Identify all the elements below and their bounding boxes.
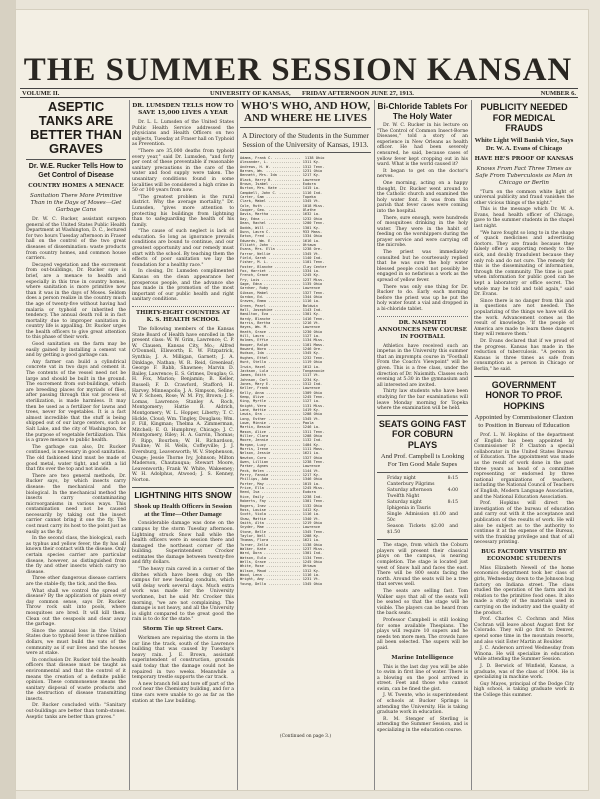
page-shadow-edge [0, 0, 16, 799]
schedule-row: Canterbury Pilgrims [387, 482, 435, 488]
section-rule [132, 487, 234, 488]
coburn-headline: SEATS GOING FAST FOR COBURN PLAYS [378, 418, 467, 450]
column-rule [471, 100, 472, 790]
headline-rule [26, 159, 126, 160]
masthead-title: THE SUMMER SESSION KANSAN [23, 52, 573, 88]
article-paragraph: Professor Campbell is still looking for some available Thespians. The plays will require 10 supers and he needs ten more men. The crowds have all been selected. The supers will be paid. [377, 617, 468, 651]
bichloride-headline: Bi-Chloride Tablets For The Holy Water [377, 102, 468, 121]
article-paragraph: Miss Elizabeth Newell of the home economics department took her class of girls, Wednesday, down to the Johnson bug factory on Indiana street. The class studied the operation of the farm and its relation to the primitive food ones. It also made a study of the materials used in carrying on the industry and the quality of the product. [474, 565, 574, 616]
dateline-strip [20, 88, 578, 98]
issue-date: FRIDAY AFTERNOON JUNE 27, 1913. [302, 90, 414, 97]
article-paragraph: Thirty law students who have been studying for the bar examinations will leave Monday morning for Topeka where the examination will be held. [377, 389, 468, 412]
naismith-subhead: DR. NAISMITH ANNOUNCES NEW COURSE IN FOOTBALL [378, 319, 467, 340]
lumsden-headline: DR. LUMSDEN TELLS HOW TO SAVE 15,000 LIVES A YEAR [132, 103, 234, 116]
article-paragraph: In conclusion Dr. Rucker told the health officers that disease must be taught as environmental and that the control of it means the creation of a definite public opinion. These commonsense means the sanitary disposal of waste products and the destruction of disease transmitting insects. [26, 657, 126, 702]
article-paragraph: There are two general methods, Dr. Rucker says, by which insects carry disease: the mechanical and the biological. In the mechanical method the insects carry contaminating microorganisms in various ways. This contamination need not be caused necessarily by taking out the insect carrier cannot bring it one the fly. The cost must carry its host to the point just as easily as the fly. [26, 473, 126, 535]
university-label: UNIVERSITY OF KANSAS, [210, 90, 291, 97]
directory-deck: A Directory of the Students in the Summer Session of the University of Kansas, 1913. [242, 131, 369, 149]
column-rule [374, 100, 375, 790]
schedule-row: Iphigenia in Tauris [387, 506, 431, 512]
article-paragraph: In closing, Dr. Lumsden complimented Kansas on the clean appearance her prosperous people, and the advance she has made in the promotion of the most important of our public health and right sanitary conditions. [132, 269, 234, 303]
publicity-headline: PUBLICITY NEEDED FOR MEDICAL FRAUDS [480, 102, 568, 133]
article-paragraph: Considerable damage was done on the campus by the storm Tuesday afternoon. Lightning struck Snow hall while the health officers were in session there and damaged the northeast corner of the building. Superintendent Crocker estimates the damage between twenty-five and fifty dollars. [132, 521, 234, 566]
article-paragraph: Three other dangerous disease carriers are the stable-fly, the tick, and the flea. [26, 576, 126, 587]
thirty-eight-counties-subhead: THIRTY-EIGHT COUNTIES AT K. S. HEALTH SCHOOL [135, 310, 231, 323]
article-paragraph: J. W. Twente, who is superintendent of schools at Bucker Springs is attending the University. His is taking graduate work in education. [377, 693, 468, 716]
aseptic-tanks-headline: ASEPTIC TANKS ARE BETTER THAN GRAVES [30, 100, 122, 156]
article-paragraph: Guy Mayes, principal of the Dodge City high school, is taking graduate work in the College this summer. [474, 681, 574, 698]
headline-rule [240, 127, 371, 128]
column-rule [237, 100, 238, 790]
section-rule [377, 539, 468, 540]
article-paragraph: The following members of the Kansas State Board of Health have enrolled in the present class: W. W. Grim, Lawrence; C. P. W. Clausen, Kansas City, Mo.; Alfred O'Donnell, Ellsworth; E. W. Fitzpatrick, Synthia; J. A. Milligan, Garnett; J. A. Dinklage, Nathan; W. R. Reid, Greenleaf; George F. Rabb, Shawnee; Marvin D. Bailey, Lawrence; E. S. Grimes, Douglas; G. H. Fox, Marion; Benjamin; B. Keller, Russell; F. D. Crawford, Stafford; H. Harvey, Minneapolis; J. A. Simpson, Seline; W. F. Schoen, Rose; W. M. Fry, Brown; J. S. Lomas, Lawrence; Stanley A. Roch, Montgomery; Hattie B. Aldrich, Montgomery; W. L. Hopper, Liberty; T. C. Hickle, Cloud; Wm. Tingley, Douglass; Wm. F. Fill, Kingman; Thelma A. Zimmerman, Mitchell; E. O. Humphrey, Chicago; J. C. Montgomery, Riley; H. A. Garvin, Thomas; F. Ripp, Bourbon; W. H. Richardson, Pauline; W. H. Wells, Coffeyville; J. J. Eversburg, Leavenworth; W. V. Stephenson, Osage; Jessie Thorne Ivy, Johnson; Milton Maderson, Chautauqua; Stewart Moore, Leavenworth; Frank W. White, Wakeeney; W. H. Adolphus, Atwood; J. S. Kenney, Norton. [132, 327, 234, 484]
column-1 [26, 100, 126, 790]
schedule-row: Saturday night 8:15 [387, 500, 458, 506]
article-paragraph: Dr. Rucker concluded with: "Sanitary out-buildings are better than tomb-stones. Aseptic tanks are better than graves." [26, 703, 126, 720]
article-paragraph: "The cause of such neglect is lack of education. So long as ignorance prevails conditions are bound to continue, and our greatest opportunity and our remedy must start with the school. By teaching them the effects of poor sanitation we lay the foundation for a healthy race." [132, 229, 234, 268]
sanitation-subdeck: Sanitation There More Primitive Than in the Days of Moses—Get Garbage Cans [29, 193, 123, 213]
article-paragraph: Since there is no danger from this and in questions are not needed. The popularizing of the things we have will do the work. Advancement comes as the result of knowledge. 'If the people of America are made to learn these dangers they will remove them.' [474, 298, 574, 338]
schedule-row: Saturday afternoon 4:00 [387, 488, 458, 494]
publicity-deck: White Light Will Banish Vice, Says Dr. W. A. Evans of Chicago [474, 136, 574, 152]
column-4 [377, 100, 468, 790]
hopkins-deck: Appointed by Commissioner Claxton to Position in Bureau of Education [474, 414, 574, 429]
section-rule [377, 472, 468, 473]
continued-note: (Continued on page 3.) [279, 734, 332, 739]
article-paragraph: Any farmer can build a cylindrical concrete vat in two days and cement it. The contents of the vessel need not be large and should be built in the ground. The excrement from out-buildings, which are breeding places for myriads of flies, after passing through this vat process of sterilization, is made harmless. It may then be used as a fertilizer for lawns and trees, never for vegetables. It is a fact almost incredible that the stuff is being shipped out of our large centers, such as Salt Lake, and the city of Washington, for the purpose of vegetable fertilization. This is a grave menace to public health. [26, 359, 126, 444]
article-paragraph: Dr. W. C. Rucker in his lecture on "The Control of Common Insect-Borne Diseases," told a story of an experience in New Orleans as health officer. He had been severely censured, he said, because cases of yellow fever kept cropping out in his ward. What is the world caused it? [377, 123, 468, 168]
kansas-proof-subhead: HAVE HE'S PROOF OF KANSAS [474, 155, 574, 162]
marine-intelligence-subhead: Marine Intelligence [391, 654, 454, 661]
article-paragraph: One morning, acting on a happy thought, Dr. Rucker went around to the Catholic church and examined the holy water font. It was from this parish that fever cases were coming into the hospital. [377, 180, 468, 214]
article-paragraph: J. C. Anderson arrived Wednesday from Winona. He will specialize in education while attending the Summer Session. [474, 646, 574, 663]
article-paragraph: The garbage can also, Dr. Rucker continued, is necessary in good sanitation. The old fashioned kind must be made of good metal, water tight, and with a lid that fits over the top and not inside. [26, 444, 126, 473]
article-paragraph: Dr. W. C. Rucker, assistant surgeon general of the United States Public Health Department at Washington, D. C., lectured for two hours Tuesday afternoon in Fraser hall on the control of the two great diseases of dissemination: waste products from country homes, and common house carriers. [26, 217, 126, 262]
column-5 [474, 100, 574, 790]
column-2 [132, 100, 234, 790]
section-rule [377, 316, 468, 317]
article-paragraph: J. D. Berwick of Winfield, Kansas, a graduate, was of the class of 1904. He is specializing in machine work. [474, 663, 574, 681]
article-paragraph: This is the last day you will be able to swim in first line of water. There is a blowing on the pool arrived in street. Feet and those who cannot swim, can be fined the gist. [377, 664, 468, 692]
issue-number: NUMBER 6. [540, 90, 576, 97]
article-paragraph: The stage, from which the Coburn players will present their classical plays on the campus, is nearing completion. The stage is located just west of Snow hall and faces the east. There will be 800 seats facing the north. Around the seats will be a tree that serves well. [377, 543, 468, 588]
section-rule [377, 415, 468, 416]
article-paragraph: A new branch fell and tore off part of the roof near the Chemistry building, and for a time cars were unable to go as far as the station at the Law building. [132, 681, 234, 704]
article-paragraph: "There are 35,000 deaths from typhoid every year," said Dr. Lumsden, "and forty per cent of these preventable if reasonable sanitary precautions in the care of the water and food supply were taken. The unsanitary conditions found in some localities will be considered a high crime in 50 or 100 years from now. [132, 148, 234, 194]
lightning-deck: Shook up Health Officers in Session at the Time—Other Damage [134, 503, 232, 518]
article-paragraph: It began to get on the doctor's nerves. [377, 168, 468, 180]
article-paragraph: In the second class, the biological, such as typhus and yellow fever, the fly has all known their contact with the disease. Only certain species carrier are particular disease, however, as distinguished from the fly and other insects which carry no disease. [26, 536, 126, 575]
column-rule [129, 100, 130, 790]
article-paragraph: Good sanitation on the farm may be easily gained by installing a cement vat and by getting a good garbage can. [26, 342, 126, 359]
article-paragraph: Prof. Charles C. Cochran and Miss Cochran will leave about August first for Colorado. They will go first to Denver, spend some time in the mountain resorts, and also visit Ester Martin at Boulder. [474, 617, 574, 645]
coburn-deck: And Prof. Campbell is Looking For Ten Good Male Supes [380, 453, 465, 469]
article-paragraph: Prof. Hopkins will direct the investigation of the bureau of education and carry out with it the acceptance and publication of the results of work. He will also be subject as to the authority to continue it at the expense of the Bureau, with the franking privilege and that of all necessary printing. [474, 501, 574, 546]
article-paragraph: Workmen are repairing the storm in the car line the track, south of the Lawrence building that was caused by Tuesday's heavy rain. J. E. Brown, assistant superintendent of construction, grounds said today that the damage could not be repaired in two weeks. Meanwhile a temporary trestle supports the car track. [132, 636, 234, 681]
article-paragraph: This is the message which Dr. W. A. Evans, head health officer of Chicago, gave to the summer students in the chapel last night. [474, 207, 574, 230]
schedule-row: Single Admission $1.00 and 50c [387, 512, 458, 524]
article-paragraph: There, sure enough, were hundreds of mosquitoes drinking in the holy water. They were in the habit of feeding on the worshippers during the prayer service and were carrying off the microbe. [377, 215, 468, 249]
hopkins-headline: GOVERNMENT HONOR TO PROF. HOPKINS [485, 379, 563, 411]
article-paragraph: The priest was immediately consulted but he courteously replied that he was sure the holy water blessed people could not possibly be engaged in so nefarious a work as the spread of yellow fever. [377, 250, 468, 284]
column-3 [240, 100, 371, 790]
aseptic-tanks-deck: Dr. W.E. Rucker Tells How to Get Control of Disease [28, 163, 124, 179]
article-paragraph: There was only one thing for Dr. Rucker to do. Early each morning before the priest was up he put the holy water fount a vial and dropped in a bi-chloride tablet. [377, 284, 468, 312]
article-paragraph: "Turn on the common white light of universal publicity and fraud vanishes the other vicious things of the night." [474, 189, 574, 206]
article-paragraph: Dr. L. L. Lumsden of the United States Public Health Service addressed the physicians and Health Officers on two subjects, Tuesday at Fraser hall on Typhoid as Prevention. [132, 120, 234, 148]
article-paragraph: Dr. Evans declared that if we proud of the progress. Kansas has made in the reduction of tuberculosis. "A person in Kansas is three times as safe from consumption as a person in Chicago or Berlin," he said. [474, 338, 574, 372]
bug-factory-subhead: BUG FACTORY VISITED BY ECONOMIC STUDENTS [481, 548, 567, 562]
lightning-headline: LIGHTNING HITS SNOW [134, 489, 232, 500]
article-paragraph: Since the annual loss in the United States due to typhoid fever is three million dollars, we must build the vats of the community as if our lives and the houses were at stake. [26, 628, 126, 657]
article-paragraph: "The heavy rain caved in a corner of the ditches which have been dug on the campus for new heating conduits, which will delay work several days. Much extra work was made for the University workmen, but he said Mr. Crocker this morning, "we are not complaining. The damage is not heavy, and all the University is slight compared to the great good the rain is to do for the state." [132, 567, 234, 623]
article-paragraph: R. M. Stenger of Sterling is attending the Summer Session, and is specializing in the education course. [377, 716, 468, 734]
street-cars-subhead: Storm Tie up Street Cars. [142, 626, 224, 632]
article-paragraph: What shall we control the spread of disease? By the application of plain every day common sense, says Dr. Rucker. Throw rock salt into pools, where mosquitoes are bred. It will kill them. Clean out the cesspools and clear away the garbage. [26, 588, 126, 628]
directory-headline: WHO'S WHO, AND HOW, AND WHERE HE LIVES [240, 100, 371, 124]
article-paragraph: "We have fought so long to in the shape of quack medicines and advertising doctors. They are frauds because they falsely offer a supporting remedy to the sick, and doubly fraudulent because they only rob and do not cure. The remedy for this is the disseminating of information, through the community. The time is past when information for public good can be kept a laboratory or office secret. The whole may be told and told again," said Dr. Evans. [474, 230, 574, 298]
headline-rule [240, 152, 371, 153]
country-homes-subhead: COUNTRY HOMES A MENACE [28, 183, 124, 189]
volume-label: VOLUME II. [22, 90, 60, 97]
schedule-row: Friday night 8:15 [387, 476, 458, 482]
tuberculosis-subdeck: Knows From Fact Three Times as Safe From Tuberculosis as Man in Chicago or Berlin [475, 165, 573, 186]
article-paragraph: Decayed vegetation and the excrement from out-buildings, Dr. Rucker says is brief, are a menace to health and especially in this true in country homes, where sanitation is more primitive now than it was in the days of Moses. Seldom does a person realize in the country much the age of twenty-five without having had malaria or typhoid or inherited the tendency. The annual death roll is in fact mortality due to improper sanitation in country life is appalling. Dr. Rucker urges the health officers to give great attention to this phase of their work. [26, 262, 126, 341]
section-rule [474, 376, 574, 377]
article-paragraph: The seats are selling fast. Tom Walker says that all of the seats will be seated so that the stage will be visible. The players can be heard from the back seats. [377, 588, 468, 617]
schedule-row: Season Tickets $2.00 and $1.50 [387, 524, 458, 536]
student-roster: Adams, Frank C. ............ 1138 Ohio Alexander, L. .............. 1311 Ky. Andrews, H. W. ............. 1312 Tenn. Barnes, Wm. ................ 1231 Ohio Bennett, Mrs. Ida .......... 1217 Ky. Black, Harry B. ............ Lawrence Brown, Isabel .............. Eudora Burton, Mrs. Kate .......... 1415 La. Campbell, John C. .......... 1116 Ind. Carter, Sam ................ Topeka Clark, Mabel ............... 1345 Vt. Cole, Ruth ................. 1018 Miss. Cooper, Geo. ............... Olathe Davis, Martha .............. 1632 La. Day, Edna .................. 1232 Ohio Dean, Rachel ............... 1200 Tenn. Dodds, Will ................ 1301 Ky. Dunn, Laura C. ............. 933 Mass. Eaton, Fred ................ 1334 Ohio Edwards, Wm. E. ............ 1616 La. Elliott, John .............. Ottawa Evans, Mrs. Ella ........... 1238 Ore. Farrar, Nellie ............. 1345 Vt. Field, Sarah ............... 1140 Ind. Fisher, M. L. .............. 1101 Tenn. Foster, Blanche ............ Clay Center Fox, Harriet ............... 1334 La. French, Grace .............. 1245 Ky. Fry, Lois .................. 1237 Miss. Gage, Edna ................. 1135 Ohio Gardner, Ruby .............. Lawrence Gibson, Mabel .............. 1327 Tenn. Gordon, Ed. ................ 1344 Ohio Graves, Emma ............... 1116 La. Green, Pearl ............... Baldwin Hall, Josephine ............ 1143 Ind. Hamilton, Eva .............. 1301 Ky. Hardy, Blanche ............. 1416 Tenn. Harris, Bertha ............. 1216 Vt. Hayes, Wm. M. .............. Lawrence Heath, Grace ............... 1230 Ohio Hill, Laura ................ 1127 La. Holmes, Effie .............. 1134 Miss. Hooper, Ralph .............. 1101 Mass. Howard, Nora ............... 1246 Ore. Hudson, Ida ................ 1345 Ky. Hughes, Ethel .............. 1232 Tenn. Hunt, Stella ............... 1119 Ohio Irwin, Hazel ............... 1612 La. Jackson, Lula .............. Tonganoxie James, Edith ............... 1117 Vt. Johnson, Carl .............. 1234 Ky. Jones, Mary E. ............. 1312 Ind. Keller, Frank .............. Lawrence Kelly, Anna ................ 1309 Ohio Kemp, Olive ................ 1245 Tenn. King, Myrtle ............... 1127 La. Knight, Vera ............... 1131 Miss. Lane, Hattie ............... 1419 Ky. Lewis, Ora ................. 1208 Ohio Long, Esther ............... 1345 Vt. Lowe, Minnie ............... Paola Martin, Bessie ............. 1246 La. Mason, Alice ............... 1311 Tenn. Miller, Clara .............. 1208 Ohio Moore, Jennie .............. 1132 Ind. Morgan, Lucy ............... 1404 Ky. Morris, Irene .............. 1111 Mass. Nelson, Jessie ............. 1621 La. Newton, Cora ............... 1327 Ohio Owen, Lillian .............. 1238 Tenn. Parker, Agnes .............. Lawrence Peck, Helen ................ 1144 Vt. Perry, Fannie .............. 1217 Ky. Phillips, Ada .............. 1346 Ohio Porter, May ................ 1015 La. Price, Ella ................ 1245 Miss. Reed, Iva .................. Eudora Rice, Emily ................ 1238 Ind. Roberts, Fay ............... 1301 Tenn. Rogers, Inez ............... 1132 Ohio Ross, Louise ............... 1412 Ky. Scott, Viola ............... 1116 La. Shaw, Mattie ............... 1340 Vt. Smith, Alta ................ 1219 Ohio Snyder, Mae ................ Lawrence Stone, Belle ............... 1345 Tenn. Taylor, Nell ............... 1208 Ky. Thomas, Flora .............. 1621 La. Turner, Zella .............. 1138 Ohio Walker, Kate ............... 1237 Miss. Ward, Dora ................. 1301 Ind. Watson, Eula ............... 1134 Tenn. Wells, Grace ............... 1245 Ohio White, Rose ................ Ottawa Wilson, Maud ............... 1312 Ky. Wood, Lena ................. 1116 La. Wright, Amy ................ 1231 Vt. Young, Della ............... 1345 Ohio [240, 156, 327, 586]
article-paragraph: Athletics have received such an impetus in the University this summer that an impromptu course in "Football From the Coach's Viewpoint" will be given. This is a free class, under the direction of Dr. Naismith. Classes each evening at 5:30 in the gymnasium and all interested are invited. [377, 343, 468, 388]
schedule-row: Twelfth Night [387, 494, 420, 500]
article-paragraph: "The greatest problem is the rural district. Why the average mortality," Dr. Lumsden, "gives more attention to protecting his buildings from lightning than to safeguarding the health of his family. [132, 194, 234, 228]
article-paragraph: Prof. L. W. Hopkins of the department of English has been appointed by Commissioner P. P. Claxton a special collaborator in the United States Bureau of Education. The appointment was made as the result of work done in the past three years as head of a committee representing or endorsed by three national organizations of teachers, including the National Council of Teachers of English, Modern Language Association, and the National Education Association. [474, 433, 574, 500]
section-rule [132, 306, 234, 307]
